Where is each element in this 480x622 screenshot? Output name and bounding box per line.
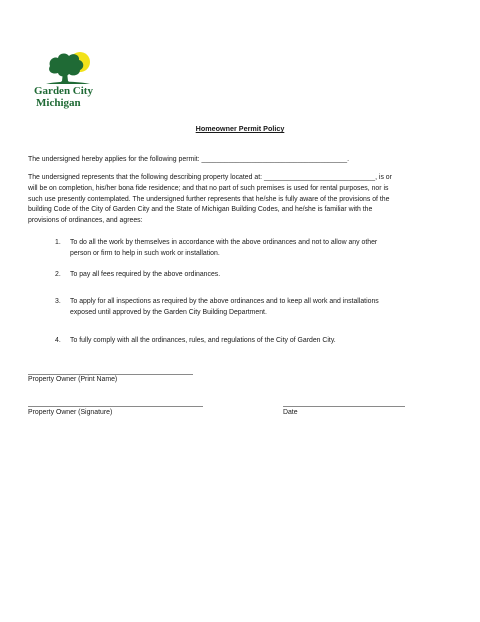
list-item-text: exposed until approved by the Garden City Building Department. [70,308,267,316]
list-item-text: person or firm to help in such work or installation. [70,249,220,257]
date-label: Date [283,409,298,416]
signature-label: Property Owner (Signature) [28,409,113,416]
date-line[interactable] [283,406,405,407]
list-item-text: To fully comply with all the ordinances, rules, and regulations of the City of Garden City. [70,337,336,344]
list-item-text: To pay all fees required by the above ordinances. [70,271,221,278]
representation-line: such use presently contemplated. The undersigned further represents that he/she is fully aware of the provisions of the [28,195,390,203]
list-item-number: 1. [55,239,61,246]
print-name-label: Property Owner (Print Name) [28,376,118,383]
logo-text-city: Garden City [34,85,93,97]
list-item-number: 4. [55,337,61,344]
document-title: Homeowner Permit Policy [195,124,285,133]
representation-line: The undersigned represents that the following describing property located at: _____________________________, is or [28,174,392,181]
list-item-text: To do all the work by themselves in accordance with the above ordinances and not to allow any other [70,239,378,246]
tree-sun-icon [42,50,98,86]
list-item-text: To apply for all inspections as required by the above ordinances and to keep all work and installations [70,298,379,305]
representation-line: building Code of the City of Garden City and the State of Michigan Building Codes, and he/she is familiar with the [28,206,373,214]
logo-text-state: Michigan [36,97,81,109]
representation-line: provisions of ordinances, and agrees: [28,217,143,225]
garden-city-logo [34,50,104,110]
representation-paragraph [28,173,458,227]
list-item-number: 3. [55,298,61,305]
list-item-number: 2. [55,271,61,278]
permit-application-line: The undersigned hereby applies for the following permit: ______________________________________. [28,156,350,163]
representation-line: will be on completion, his/her bona fide residence; and that no part of such premises is used for rental purposes, nor is [28,184,389,192]
print-name-line[interactable] [28,374,193,375]
signature-line[interactable] [28,406,203,407]
permit-application-paragraph [28,155,458,166]
